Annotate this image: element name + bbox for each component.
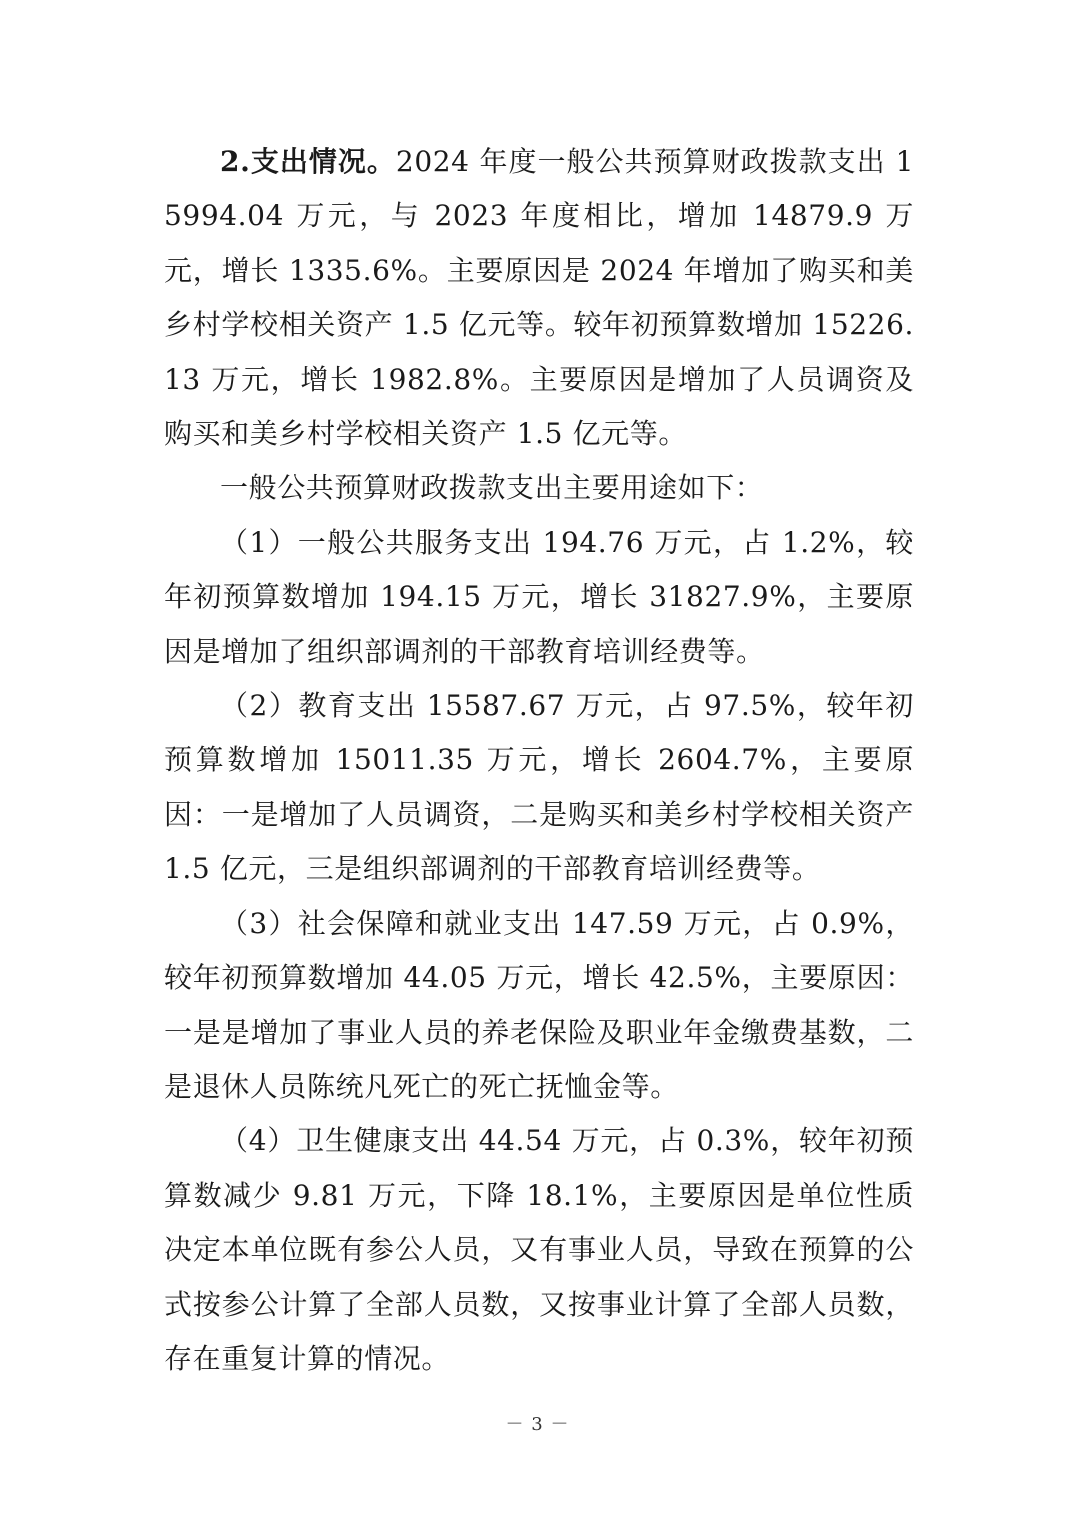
paragraph-general-public-services: （1）一般公共服务支出 194.76 万元，占 1.2%，较年初预算数增加 194.15 万元，增长 31827.9%，主要原因是增加了组织部调剂的干部教育培训经费等。 — [164, 525, 914, 668]
paragraph-uses-intro: 一般公共预算财政拨款支出主要用途如下： — [220, 471, 764, 505]
paragraph-expenditure-summary — [164, 135, 914, 461]
document-body — [164, 135, 914, 1386]
paragraph-health: （4）卫生健康支出 44.54 万元，占 0.3%，较年初预算数减少 9.81 万元，下降 18.1%，主要原因是单位性质决定本单位既有参公人员，又有事业人员，导致在预算的公式按参公计算了全部人员数，又按事业计算了全部人员数，存在重复计算的情况。 — [164, 1124, 914, 1375]
paragraph-social-security: （3）社会保障和就业支出 147.59 万元，占 0.9%，较年初预算数增加 44.05 万元，增长 42.5%，主要原因：一是是增加了事业人员的养老保险及职业年金缴费基数，二是退休人员陈统凡死亡的死亡抚恤金等。 — [164, 906, 914, 1103]
page-number: － 3 － — [505, 1414, 570, 1435]
paragraph-education: （2）教育支出 15587.67 万元，占 97.5%，较年初预算数增加 15011.35 万元，增长 2604.7%，主要原因：一是增加了人员调资，二是购买和美乡村学校相关资产 1.5 亿元，三是组织部调剂的干部教育培训经费等。 — [164, 689, 914, 886]
section-heading: 2.支出情况。 — [220, 145, 396, 178]
paragraph-text: 2024 年度一般公共预算财政拨款支出 15994.04 万元，与 2023 年度相比，增加 14879.9 万元，增长 1335.6%。主要原因是 2024 年增加了购买和美乡村学校相关资产 1.5 亿元等。较年初预算数增加 15226.13 万元，增长 1982.8%。主要原因是增加了人员调资及购买和美乡村学校相关资产 1.5 亿元等。 — [164, 145, 914, 451]
